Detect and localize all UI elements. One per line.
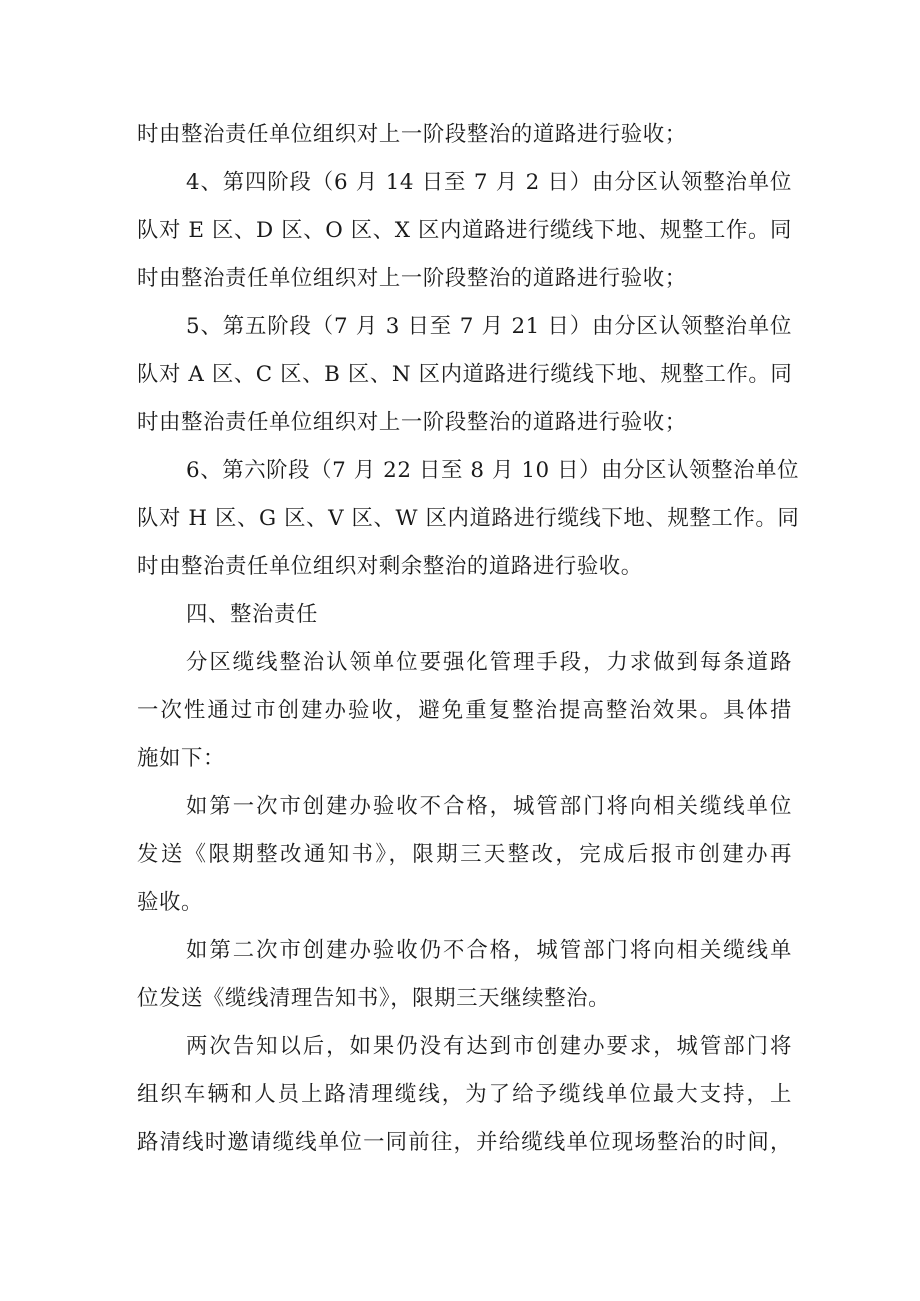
- text-line: 队对 H 区、G 区、V 区、W 区内道路进行缆线下地、规整工作。同: [137, 506, 800, 531]
- text-line-phase-6: 6、第六阶段（7 月 22 日至 8 月 10 日）由分区认领整治单位: [186, 458, 800, 483]
- text-line: 如第二次市创建办验收仍不合格，城管部门将向相关缆线单: [186, 938, 792, 963]
- text-line: 如第一次市创建办验收不合格，城管部门将向相关缆线单位: [186, 794, 792, 819]
- text-line: 位发送《缆线清理告知书》，限期三天继续整治。: [137, 986, 611, 1011]
- text-line: 施如下：: [137, 746, 225, 771]
- text-line: 路清线时邀请缆线单位一同前往，并给缆线单位现场整治的时间，: [137, 1130, 792, 1155]
- text-line-phase-5: 5、第五阶段（7 月 3 日至 7 月 21 日）由分区认领整治单位: [186, 314, 792, 339]
- section-heading: 四、整治责任: [186, 602, 318, 627]
- text-line-phase-4: 4、第四阶段（6 月 14 日至 7 月 2 日）由分区认领整治单位: [186, 170, 792, 195]
- text-line: 两次告知以后，如果仍没有达到市创建办要求，城管部门将: [186, 1034, 792, 1059]
- text-line: 时由整治责任单位组织对上一阶段整治的道路进行验收；: [137, 410, 687, 435]
- text-line: 发送《限期整改通知书》，限期三天整改，完成后报市创建办再: [137, 842, 792, 867]
- text-line: 队对 A 区、C 区、B 区、N 区内道路进行缆线下地、规整工作。同: [137, 362, 793, 387]
- text-line: 验收。: [137, 890, 203, 915]
- text-line: 一次性通过市创建办验收，避免重复整治提高整治效果。具体措: [137, 698, 792, 723]
- document-body: [137, 111, 800, 1167]
- text-line: 时由整治责任单位组织对剩余整治的道路进行验收。: [137, 554, 643, 579]
- text-line: 分区缆线整治认领单位要强化管理手段，力求做到每条道路: [186, 650, 792, 675]
- text-line: 队对 E 区、D 区、O 区、X 区内道路进行缆线下地、规整工作。同: [137, 218, 792, 243]
- text-line: 组织车辆和人员上路清理缆线，为了给予缆线单位最大支持，上: [137, 1082, 792, 1107]
- text-line: 时由整治责任单位组织对上一阶段整治的道路进行验收；: [137, 122, 687, 147]
- text-line: 时由整治责任单位组织对上一阶段整治的道路进行验收；: [137, 266, 687, 291]
